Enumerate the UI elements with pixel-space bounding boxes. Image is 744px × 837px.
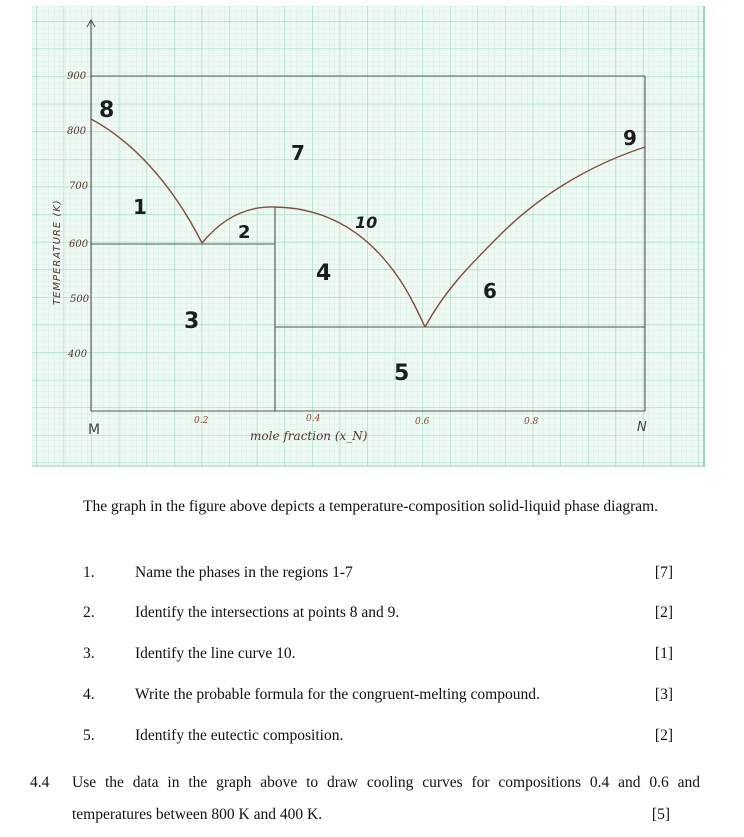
svg-text:0.4: 0.4 (306, 414, 321, 424)
question-marks: [1] (654, 645, 673, 662)
svg-text:700: 700 (69, 181, 89, 192)
svg-text:0.8: 0.8 (524, 417, 539, 427)
question-text: Identify the intersections at points 8 and 9. (135, 604, 400, 621)
question-marks: [2] (654, 604, 673, 621)
label-9: 9 (623, 126, 637, 150)
x-endpoint-n: N (637, 420, 647, 435)
question-1 (83, 564, 673, 584)
intro-paragraph: The graph in the figure above depicts a temperature-composition solid-liquid phase diagram. (83, 498, 659, 515)
question-marks: [3] (654, 686, 673, 703)
question-number: 3. (83, 645, 95, 662)
question-text: Write the probable formula for the congruent-melting compound. (135, 686, 540, 703)
label-5: 5 (394, 361, 410, 386)
svg-text:500: 500 (70, 294, 90, 305)
label-6: 6 (483, 279, 497, 303)
question-marks: [2] (654, 727, 673, 744)
svg-text:600: 600 (69, 239, 89, 250)
question-text: Identify the eutectic composition. (135, 727, 344, 744)
question-text-line-1: Use the data in the graph above to draw cooling curves for compositions 0.4 and 0.6 and (72, 774, 700, 791)
svg-text:800: 800 (67, 126, 87, 137)
question-number: 5. (83, 727, 95, 744)
label-7: 7 (291, 141, 305, 165)
question-3 (83, 645, 673, 665)
question-4 (83, 686, 673, 706)
y-axis-label: TEMPERATURE (K) (52, 199, 63, 305)
question-text: Name the phases in the regions 1-7 (135, 564, 353, 581)
svg-text:400: 400 (68, 349, 88, 360)
question-number: 1. (83, 564, 95, 581)
question-number: 4.4 (30, 774, 50, 791)
label-8: 8 (99, 98, 115, 123)
label-4: 4 (316, 261, 332, 286)
label-3: 3 (184, 309, 200, 334)
x-axis-label: mole fraction (x_N) (250, 429, 368, 443)
label-2: 2 (238, 222, 251, 243)
question-marks: [7] (654, 564, 673, 581)
question-marks: [5] (651, 806, 670, 823)
label-1: 1 (133, 195, 147, 219)
x-endpoint-m: M (88, 422, 101, 438)
question-5 (83, 727, 673, 747)
question-text-line-2: temperatures between 800 K and 400 K. (72, 806, 323, 823)
svg-text:0.6: 0.6 (415, 417, 430, 427)
svg-text:900: 900 (67, 71, 87, 82)
question-number: 2. (83, 604, 95, 621)
label-10: 10 (355, 213, 378, 232)
svg-text:0.2: 0.2 (194, 416, 209, 426)
question-2 (83, 604, 673, 624)
question-number: 4. (83, 686, 95, 703)
question-text: Identify the line curve 10. (135, 645, 296, 662)
